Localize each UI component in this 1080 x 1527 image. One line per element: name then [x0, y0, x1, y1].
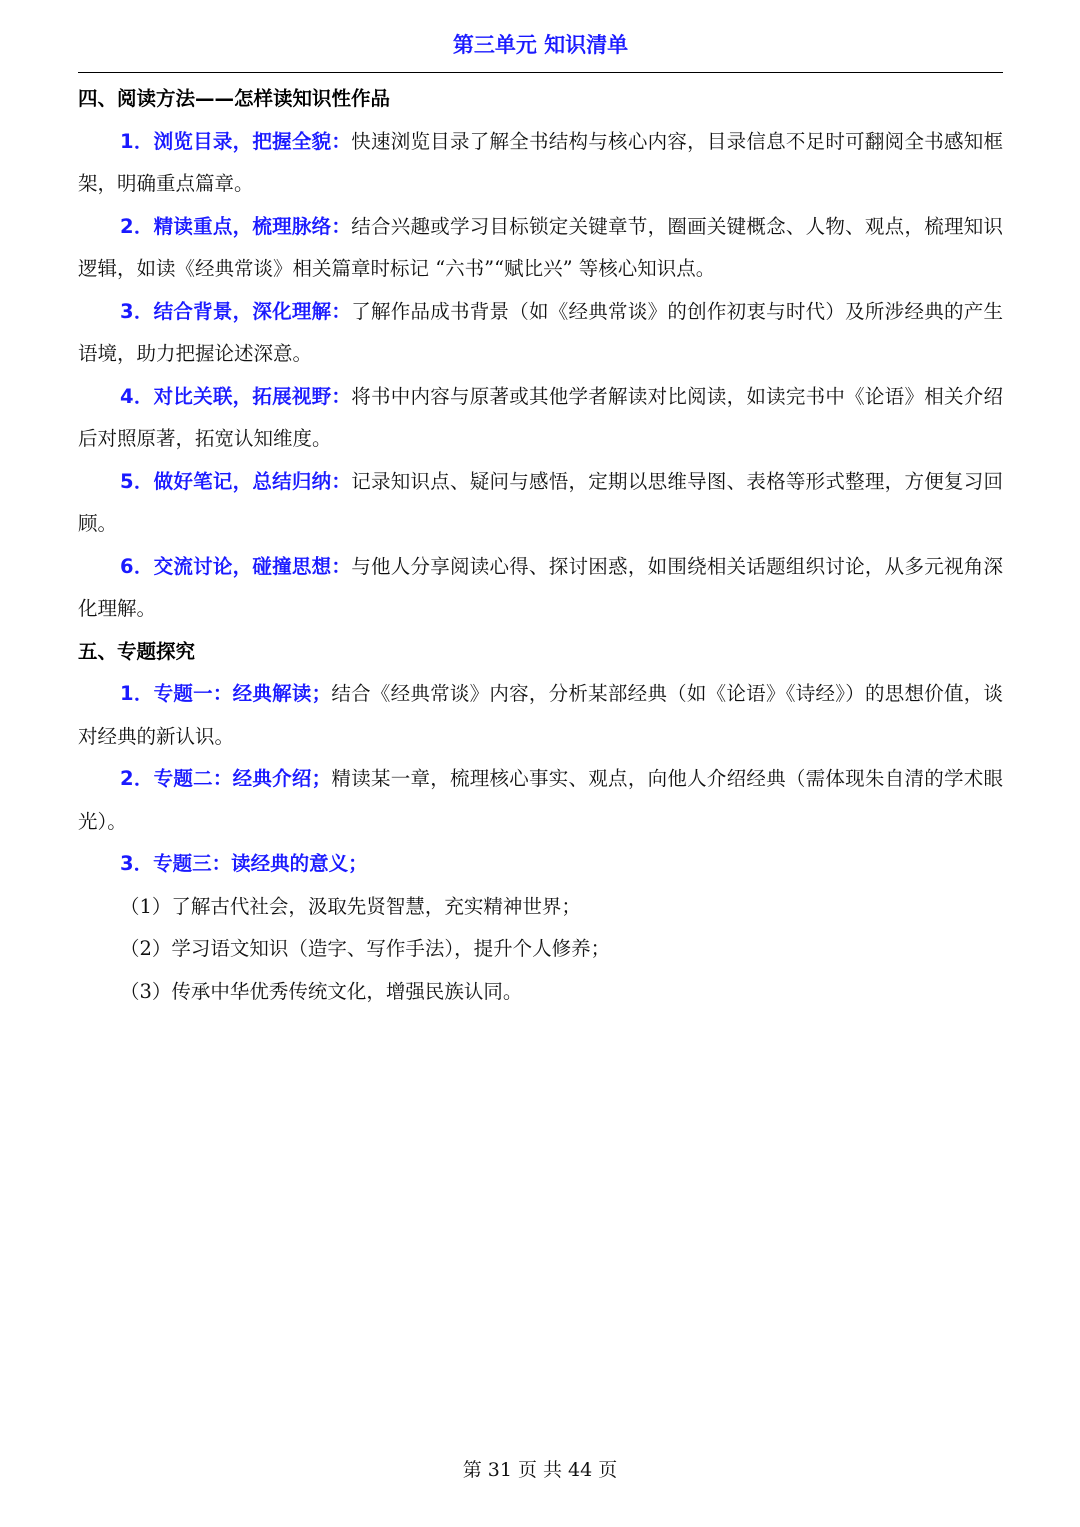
topic-item	[78, 673, 1003, 758]
reading-method-text: 将书中内容与原著或其他学者解读对比阅读，如读完书中《论语》相关介绍后对照原著，拓宽认知维度。	[78, 384, 1003, 450]
reading-method-text: 记录知识点、疑问与感悟，定期以思维导图、表格等形式整理，方便复习回顾。	[78, 469, 1003, 535]
topic-item	[78, 758, 1003, 843]
page-header	[78, 26, 1003, 73]
reading-method-item	[78, 206, 1003, 291]
topic-text: 结合《经典常谈》内容，分析某部经典（如《论语》《诗经》）的思想价值，谈对经典的新认识。	[78, 682, 1003, 748]
reading-method-lead: 2．精读重点，梳理脉络：	[120, 214, 352, 238]
reading-method-lead: 6．交流讨论，碰撞思想：	[120, 554, 352, 578]
reading-method-lead: 3．结合背景，深化理解：	[120, 299, 352, 323]
reading-method-lead: 5．做好笔记，总结归纳：	[120, 469, 352, 493]
reading-method-lead: 4．对比关联，拓展视野：	[120, 384, 352, 408]
reading-method-lead: 1．浏览目录，把握全貌：	[120, 129, 352, 153]
topic-lead: 3．专题三：读经典的意义；	[120, 852, 368, 875]
topic-lead: 1．专题一：经典解读；	[120, 682, 332, 705]
reading-method-item	[78, 376, 1003, 461]
page-content	[78, 78, 1003, 1013]
topic-sub-item: （2）学习语文知识（造字、写作手法），提升个人修养；	[120, 937, 611, 960]
page-number: 第 31 页 共 44 页	[462, 1459, 618, 1481]
section-heading-topic-research: 五、专题探究	[78, 639, 196, 663]
header-title: 第三单元 知识清单	[452, 33, 629, 57]
topic-sub-item: （1）了解古代社会，汲取先贤智慧，充实精神世界；	[120, 894, 581, 918]
reading-method-item	[78, 121, 1003, 206]
topic-item	[78, 843, 1003, 886]
reading-method-text: 与他人分享阅读心得、探讨困惑，如围绕相关话题组织讨论，从多元视角深化理解。	[78, 554, 1003, 620]
reading-method-item	[78, 291, 1003, 376]
section-heading-reading-methods: 四、阅读方法——怎样读知识性作品	[78, 87, 391, 110]
topic-text: 精读某一章，梳理核心事实、观点，向他人介绍经典（需体现朱自清的学术眼光）。	[78, 767, 1003, 833]
topic-sub-item: （3）传承中华优秀传统文化，增强民族认同。	[120, 979, 523, 1003]
topic-lead: 2．专题二：经典介绍；	[120, 767, 332, 790]
reading-method-text: 快速浏览目录了解全书结构与核心内容，目录信息不足时可翻阅全书感知框架，明确重点篇章。	[78, 129, 1003, 195]
reading-method-item	[78, 546, 1003, 631]
reading-method-item	[78, 461, 1003, 546]
reading-method-text: 结合兴趣或学习目标锁定关键章节，圈画关键概念、人物、观点，梳理知识逻辑，如读《经典常谈》相关篇章时标记 “六书”“赋比兴” 等核心知识点。	[78, 214, 1003, 280]
reading-method-text: 了解作品成书背景（如《经典常谈》的创作初衷与时代）及所涉经典的产生语境，助力把握论述深意。	[78, 299, 1003, 365]
